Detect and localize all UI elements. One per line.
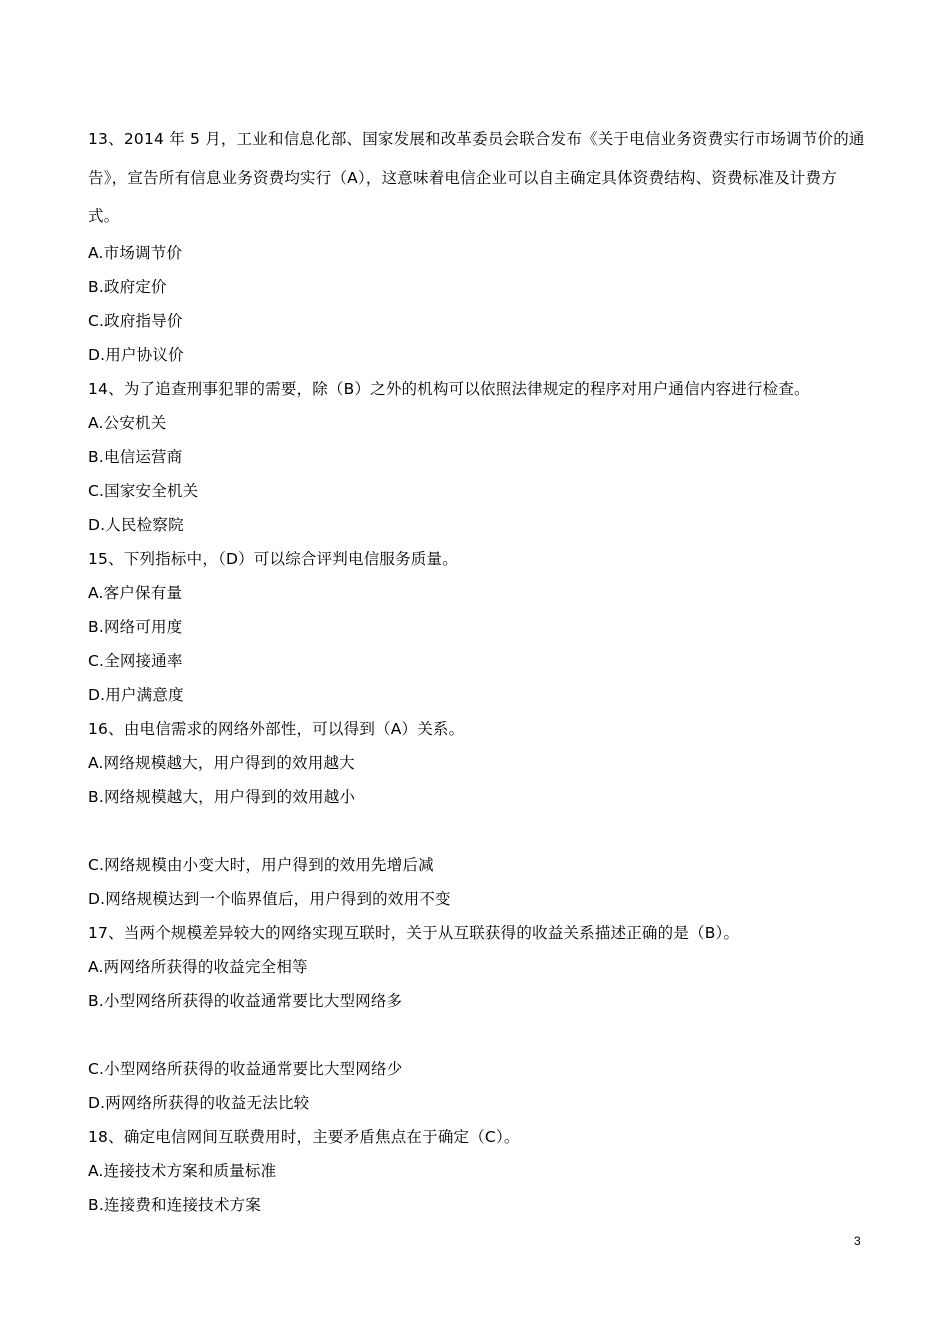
blank-line [88, 814, 868, 848]
question-15-option-a: A.客户保有量 [88, 583, 183, 602]
question-17-option-b: B.小型网络所获得的收益通常要比大型网络多 [88, 991, 403, 1010]
question-13-option-a: A.市场调节价 [88, 243, 183, 262]
question-16-option-d: D.网络规模达到一个临界值后，用户得到的效用不变 [88, 889, 451, 908]
question-13-option-b: B.政府定价 [88, 277, 167, 296]
question-15-option-c: C.全网接通率 [88, 651, 183, 670]
question-17-option-a: A.两网络所获得的收益完全相等 [88, 957, 308, 976]
question-16-option-c: C.网络规模由小变大时，用户得到的效用先增后减 [88, 855, 434, 874]
question-13-option-c: C.政府指导价 [88, 311, 183, 330]
question-16-stem: 16、由电信需求的网络外部性，可以得到（A）关系。 [88, 719, 465, 738]
blank-line [88, 1018, 868, 1052]
question-14-option-d: D.人民检察院 [88, 515, 184, 534]
question-16-option-b: B.网络规模越大，用户得到的效用越小 [88, 787, 356, 806]
question-13-stem: 13、2014 年 5 月，工业和信息化部、国家发展和改革委员会联合发布《关于电信业务资费实行市场调节价的通告》，宣告所有信息业务资费均实行（A），这意味着电信企业可以自主确定具体资费结构、资费标准及计费方式。 [88, 130, 865, 225]
question-17-option-d: D.两网络所获得的收益无法比较 [88, 1093, 310, 1112]
page-content [88, 120, 868, 1222]
question-15-option-d: D.用户满意度 [88, 685, 184, 704]
question-14-option-a: A.公安机关 [88, 413, 167, 432]
question-14-stem: 14、为了追查刑事犯罪的需要，除（B）之外的机构可以依照法律规定的程序对用户通信内容进行检查。 [88, 379, 810, 398]
question-13-option-d: D.用户协议价 [88, 345, 184, 364]
question-17-option-c: C.小型网络所获得的收益通常要比大型网络少 [88, 1059, 403, 1078]
question-17-stem: 17、当两个规模差异较大的网络实现互联时，关于从互联获得的收益关系描述正确的是（B）。 [88, 923, 740, 942]
page-number: 3 [854, 1234, 861, 1248]
question-18-stem: 18、确定电信网间互联费用时，主要矛盾焦点在于确定（C）。 [88, 1127, 520, 1146]
question-15-option-b: B.网络可用度 [88, 617, 183, 636]
question-14-option-b: B.电信运营商 [88, 447, 183, 466]
question-18-option-a: A.连接技术方案和质量标准 [88, 1161, 277, 1180]
question-15-stem: 15、下列指标中，（D）可以综合评判电信服务质量。 [88, 549, 458, 568]
question-18-option-b: B.连接费和连接技术方案 [88, 1195, 261, 1214]
question-16-option-a: A.网络规模越大，用户得到的效用越大 [88, 753, 355, 772]
question-14-option-c: C.国家安全机关 [88, 481, 199, 500]
